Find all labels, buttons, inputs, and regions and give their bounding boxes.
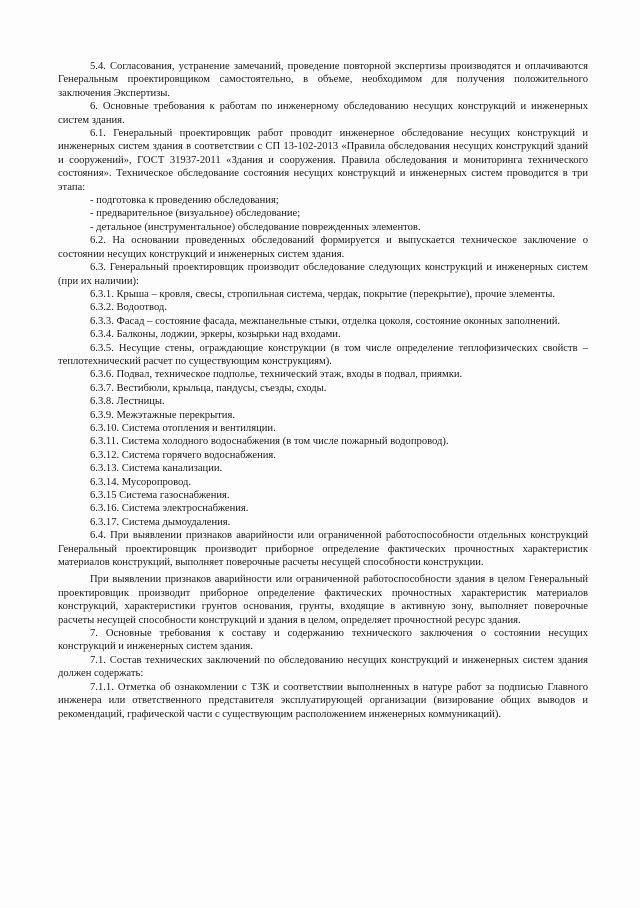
item-6-3-14: 6.3.14. Мусоропровод. (90, 476, 192, 488)
stage-item-2: - предварительное (визуальное) обследование; (90, 208, 301, 220)
paragraph-6-2: 6.2. На основании проведенных обследований формируется и выпускается техническое заключение о состоянии несущих конструкций и инженерных систем здания. (58, 235, 588, 260)
paragraph-6-3: 6.3. Генеральный проектировщик производит обследование следующих конструкций и инженерных систем (при их наличии): (58, 262, 588, 287)
document-body (58, 60, 588, 721)
item-6-3-13: 6.3.13. Система канализации. (90, 463, 223, 475)
item-6-3-10: 6.3.10. Система отопления и вентиляции. (90, 422, 276, 434)
item-6-3-17: 6.3.17. Система дымоудаления. (90, 516, 231, 528)
paragraph-6-4-whole-building: При выявлении признаков аварийности или ограниченной работоспособности здания в целом Генеральный проектировщик производит приборное определение фактических прочностных характеристик материалов конструкций, характеристики грунтов основания, грунты, входящие в активную зону, выполняет поверочные расчеты несущей способности конструкций и здания в целом, определяет прочностной ресурс здания. (58, 574, 588, 626)
stage-item-3: - детальное (инструментальное) обследование поврежденных элементов. (90, 221, 421, 233)
heading-section-6: 6. Основные требования к работам по инженерному обследованию несущих конструкций и инженерных систем здания. (58, 101, 588, 126)
item-6-3-9: 6.3.9. Межэтажные перекрытия. (90, 409, 236, 421)
paragraph-6-4: 6.4. При выявлении признаков аварийности или ограниченной работоспособности отдельных конструкций Генеральный проектировщик производит приборное определение фактических прочностных характеристик материалов конструкций, выполняет поверочные расчеты несущей способности конструкции. (58, 530, 588, 569)
item-6-3-1: 6.3.1. Крыша – кровля, свесы, стропильная система, чердак, покрытие (перекрытие), прочие элементы. (90, 288, 555, 300)
item-6-3-8: 6.3.8. Лестницы. (90, 396, 165, 408)
item-6-3-3: 6.3.3. Фасад – состояние фасада, межпанельные стыки, отделка цоколя, состояние оконных заполнений. (90, 315, 561, 327)
item-6-3-2: 6.3.2. Водоотвод. (90, 302, 167, 314)
item-6-3-11: 6.3.11. Система холодного водоснабжения (в том числе пожарный водопровод). (90, 436, 449, 448)
paragraph-6-1: 6.1. Генеральный проектировщик работ проводит инженерное обследование несущих конструкций и инженерных систем здания в соответствии с СП 13-102-2013 «Правила обследования несущих конструкций зданий и сооружений», ГОСТ 31937-2011 «Здания и сооружения. Правила обследования и мониторинга технического состояния». Техническое обследование состояния несущих конструкций и инженерных систем проводится в три этапа: (58, 128, 588, 193)
item-7-1-1: 7.1.1. Отметка об ознакомлении с ТЗК и соответствии выполненных в натуре работ за подписью Главного инженера или ответственного представителя эксплуатирующей организации (визирование общих выводов и рекомендаций, графической части с существующим расположением инженерных коммуникаций). (58, 681, 588, 720)
heading-section-7: 7. Основные требования к составу и содержанию технического заключения о состоянии несущих конструкций и инженерных систем здания. (58, 628, 588, 653)
item-6-3-4: 6.3.4. Балконы, лоджии, эркеры, козырьки над входами. (90, 329, 341, 341)
item-6-3-16: 6.3.16. Система электроснабжения. (90, 503, 249, 515)
item-6-3-12: 6.3.12. Система горячего водоснабжения. (90, 449, 276, 461)
paragraph-5-4: 5.4. Согласования, устранение замечаний, проведение повторной экспертизы производятся и оплачиваются Генеральным проектировщиком самостоятельно, в объеме, необходимом для получения положительного заключения Экспертизы. (58, 61, 588, 99)
item-6-3-7: 6.3.7. Вестибюли, крыльца, пандусы, съезды, сходы. (90, 382, 327, 394)
item-6-3-15: 6.3.15 Система газоснабжения. (90, 490, 230, 501)
item-6-3-6: 6.3.6. Подвал, техническое подполье, технический этаж, входы в подвал, приямки. (90, 369, 463, 381)
paragraph-7-1: 7.1. Состав технических заключений по обследованию несущих конструкций и инженерных систем здания должен содержать: (58, 654, 588, 680)
item-6-3-5: 6.3.5. Несущие стены, ограждающие конструкции (в том числе определение теплофизических свойств – теплотехнический расчет по существующим конструкциям). (58, 342, 588, 367)
stage-item-1: - подготовка к проведению обследования; (90, 195, 279, 207)
